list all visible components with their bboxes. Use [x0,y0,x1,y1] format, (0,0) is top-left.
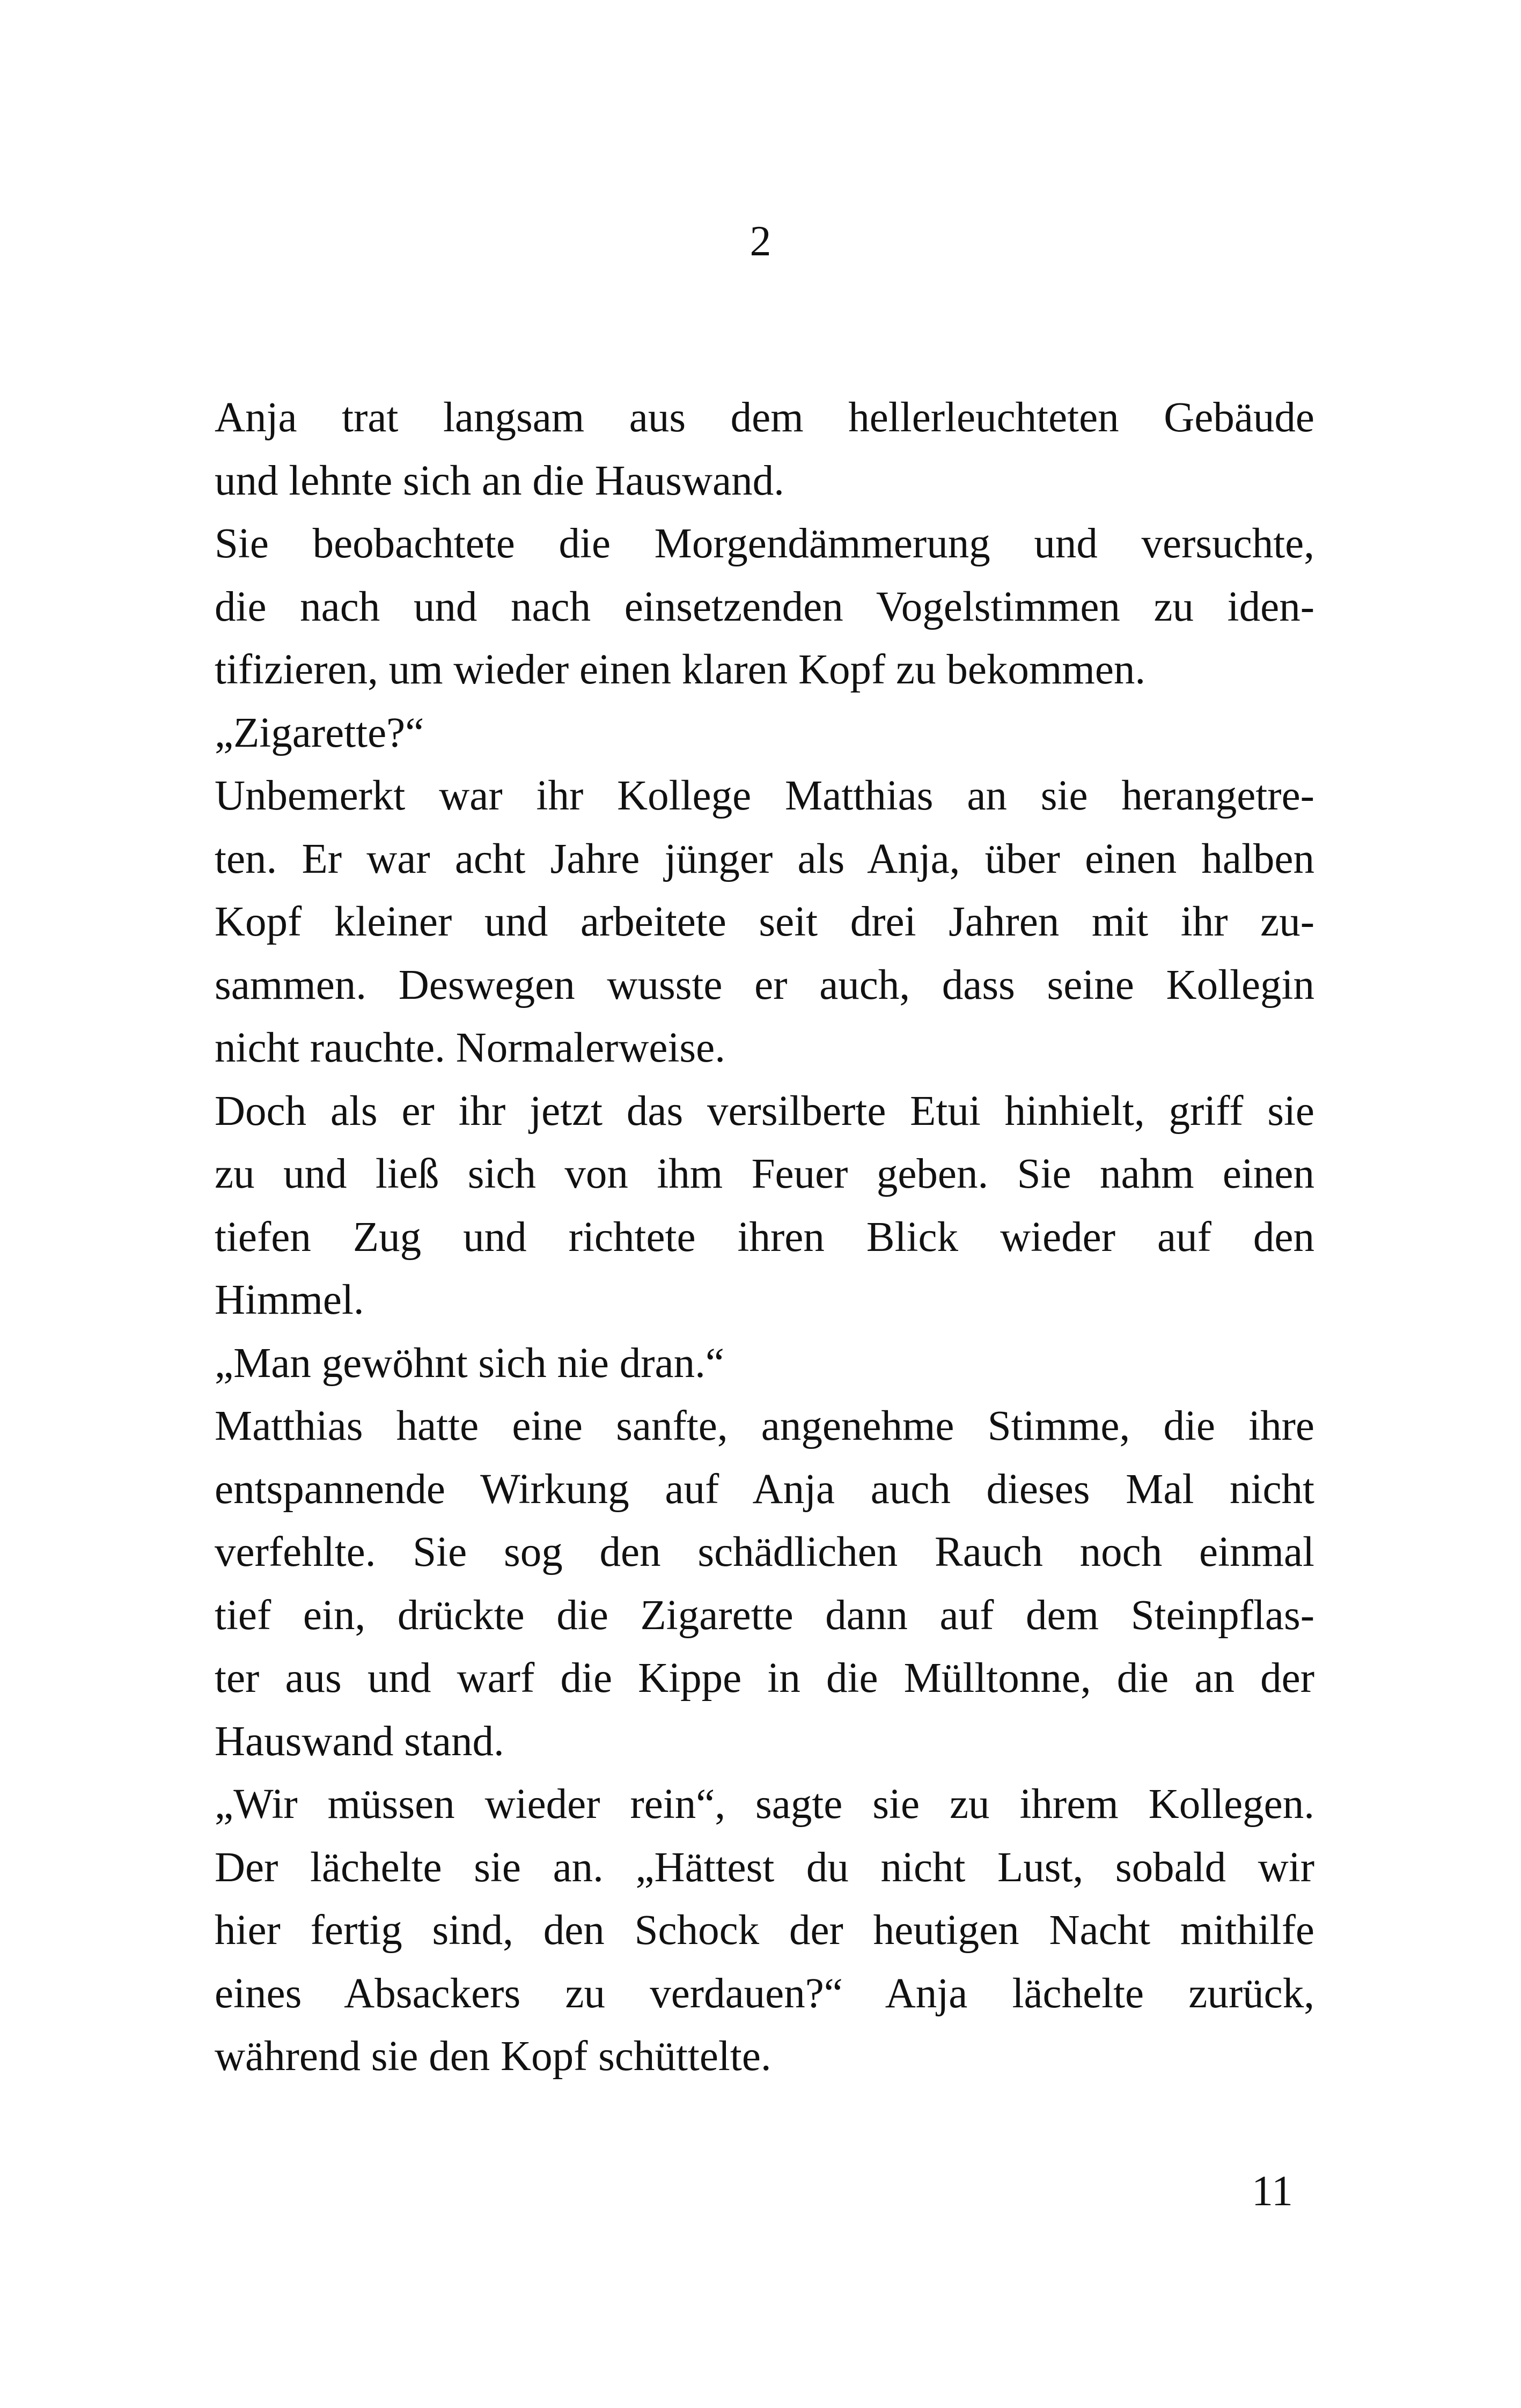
text-line: eines Absackers zu verdauen?“ Anja lächelte zurück, [215,1970,1314,2017]
text-line: nicht rauchte. Normalerweise. [215,1025,725,1071]
text-line: verfehlte. Sie sog den schädlichen Rauch noch einmal [215,1529,1314,1575]
body-text [215,386,1314,2088]
text-line: „Zigarette?“ [215,709,424,756]
text-line: Der lächelte sie an. „Hättest du nicht Lust, sobald wir [215,1844,1314,1891]
text-line: entspannende Wirkung auf Anja auch dieses Mal nicht [215,1466,1314,1513]
text-line: „Wir müssen wieder rein“, sagte sie zu ihrem Kollegen. [215,1781,1314,1828]
page-number: 11 [1251,2168,1293,2215]
text-line: Himmel. [215,1277,364,1323]
text-line: und lehnte sich an die Hauswand. [215,457,784,504]
text-line: die nach und nach einsetzenden Vogelstimmen zu iden- [215,583,1314,630]
text-line: hier fertig sind, den Schock der heutigen Nacht mithilfe [215,1907,1314,1954]
text-line: ten. Er war acht Jahre jünger als Anja, über einen halben [215,835,1314,882]
text-line: „Man gewöhnt sich nie dran.“ [215,1339,724,1387]
text-line: Anja trat langsam aus dem hellerleuchteten Gebäude [215,394,1314,441]
text-line: Kopf kleiner und arbeitete seit drei Jahren mit ihr zu- [215,899,1314,945]
text-line: tiefen Zug und richtete ihren Blick wieder auf den [215,1213,1314,1261]
text-line: Sie beobachtete die Morgendämmerung und versuchte, [215,520,1314,567]
text-line: tief ein, drückte die Zigarette dann auf dem Steinpflas- [215,1592,1314,1639]
text-line: ter aus und warf die Kippe in die Mülltonne, die an der [215,1655,1314,1702]
text-line: Matthias hatte eine sanfte, angenehme Stimme, die ihre [215,1403,1314,1449]
text-line: Hauswand stand. [215,1718,504,1765]
text-line: Unbemerkt war ihr Kollege Matthias an sie herangetre- [215,772,1314,819]
text-line: Doch als er ihr jetzt das versilberte Etui hinhielt, griff sie [215,1087,1314,1135]
text-line: tifizieren, um wieder einen klaren Kopf zu bekommen. [215,646,1146,693]
text-line: sammen. Deswegen wusste er auch, dass seine Kollegin [215,961,1314,1008]
text-line: während sie den Kopf schüttelte. [215,2033,771,2080]
text-line: zu und ließ sich von ihm Feuer geben. Sie nahm einen [215,1151,1314,1197]
chapter-number: 2 [750,218,771,265]
